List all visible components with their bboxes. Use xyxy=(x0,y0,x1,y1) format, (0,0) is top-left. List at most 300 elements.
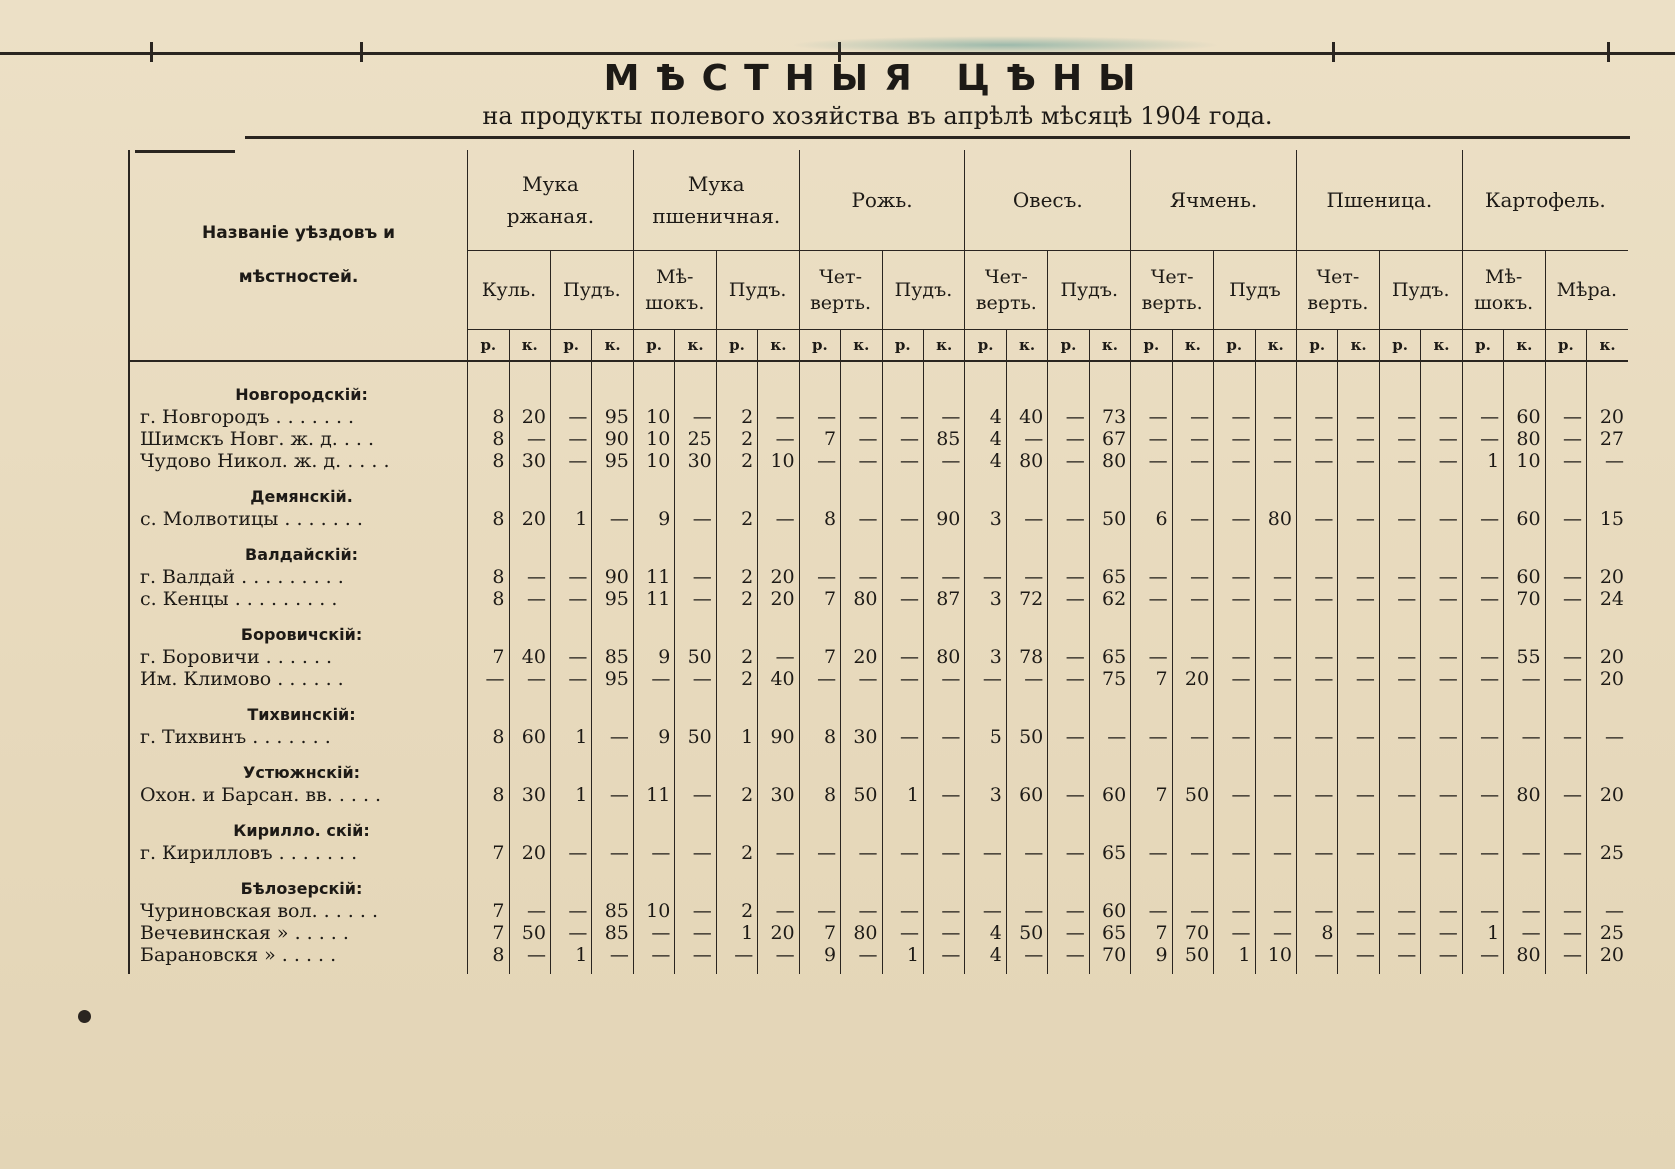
price-cell: — xyxy=(1296,566,1337,588)
empty-cell xyxy=(758,610,799,646)
price-cell: 2 xyxy=(716,842,757,864)
price-cell: 8 xyxy=(468,944,509,966)
empty-cell xyxy=(1296,748,1337,784)
table-row xyxy=(129,566,1628,588)
price-cell: — xyxy=(550,428,591,450)
empty-cell xyxy=(550,806,591,842)
empty-cell xyxy=(675,370,716,406)
empty-cell xyxy=(1214,690,1255,726)
empty-cell xyxy=(1131,530,1172,566)
price-cell: 60 xyxy=(1089,784,1130,806)
empty-cell xyxy=(1089,530,1130,566)
district-row xyxy=(129,864,1628,900)
price-cell: — xyxy=(923,842,964,864)
price-cell: — xyxy=(799,842,840,864)
price-cell: 60 xyxy=(1504,406,1545,428)
empty-cell xyxy=(1296,530,1337,566)
kopecks-header: к. xyxy=(923,330,964,362)
price-cell: — xyxy=(1379,450,1420,472)
price-cell: — xyxy=(1421,668,1462,690)
rubles-header: р. xyxy=(1131,330,1172,362)
price-cell: — xyxy=(1048,726,1089,748)
price-cell: 24 xyxy=(1587,588,1628,610)
empty-cell xyxy=(633,530,674,566)
price-cell: — xyxy=(675,508,716,530)
price-cell: 3 xyxy=(965,588,1006,610)
group-label-line: ржаная. xyxy=(506,204,595,228)
price-cell: 7 xyxy=(468,646,509,668)
empty-cell xyxy=(550,370,591,406)
empty-cell xyxy=(965,748,1006,784)
price-cell: — xyxy=(1421,428,1462,450)
price-cell: 7 xyxy=(1131,784,1172,806)
empty-cell xyxy=(1504,530,1545,566)
price-cell: — xyxy=(1214,842,1255,864)
empty-cell xyxy=(1462,370,1503,406)
price-cell: — xyxy=(758,842,799,864)
price-cell: — xyxy=(1421,566,1462,588)
price-cell: 90 xyxy=(592,428,633,450)
price-cell: — xyxy=(1089,726,1130,748)
empty-cell xyxy=(841,472,882,508)
price-cell: — xyxy=(841,566,882,588)
empty-cell xyxy=(592,472,633,508)
price-cell: 9 xyxy=(633,646,674,668)
empty-cell xyxy=(1462,690,1503,726)
empty-cell xyxy=(1545,690,1586,726)
price-cell: — xyxy=(1048,450,1089,472)
unit-header: Пудъ. xyxy=(716,251,799,330)
name-column-header xyxy=(129,150,468,361)
price-cell: — xyxy=(550,668,591,690)
empty-cell xyxy=(1006,370,1047,406)
price-cell: — xyxy=(1214,646,1255,668)
empty-cell xyxy=(509,690,550,726)
price-cell: — xyxy=(716,944,757,966)
price-cell: — xyxy=(1462,566,1503,588)
price-cell: — xyxy=(1006,566,1047,588)
price-cell: 85 xyxy=(592,922,633,944)
empty-cell xyxy=(716,472,757,508)
price-cell: — xyxy=(1379,508,1420,530)
price-cell: — xyxy=(1214,784,1255,806)
price-cell: — xyxy=(841,668,882,690)
price-cell: — xyxy=(841,406,882,428)
empty-cell xyxy=(1255,864,1296,900)
price-cell: — xyxy=(1379,944,1420,966)
price-cell: — xyxy=(1421,450,1462,472)
price-cell: — xyxy=(1545,922,1586,944)
price-cell: — xyxy=(1379,842,1420,864)
price-cell: — xyxy=(923,726,964,748)
price-cell: 10 xyxy=(758,450,799,472)
price-cell: — xyxy=(1379,406,1420,428)
rubles-header: р. xyxy=(1296,330,1337,362)
price-cell: — xyxy=(882,668,923,690)
empty-cell xyxy=(1462,610,1503,646)
price-cell: — xyxy=(1338,944,1379,966)
price-cell: — xyxy=(758,428,799,450)
price-cell: — xyxy=(882,428,923,450)
empty-cell xyxy=(1296,806,1337,842)
price-cell: 80 xyxy=(1504,428,1545,450)
price-cell: 7 xyxy=(468,842,509,864)
price-cell: — xyxy=(923,450,964,472)
price-cell: — xyxy=(1338,588,1379,610)
price-cell: — xyxy=(1296,508,1337,530)
empty-cell xyxy=(923,530,964,566)
price-cell: 25 xyxy=(1587,842,1628,864)
empty-cell xyxy=(1131,472,1172,508)
price-cell: 9 xyxy=(1131,944,1172,966)
empty-cell xyxy=(1214,864,1255,900)
price-cell: — xyxy=(1131,646,1172,668)
table-row xyxy=(129,646,1628,668)
empty-cell xyxy=(1255,472,1296,508)
price-cell: 20 xyxy=(758,588,799,610)
price-cell: — xyxy=(1338,922,1379,944)
district-name: Устюжнскій: xyxy=(129,748,468,784)
table-row xyxy=(129,944,1628,966)
price-cell: — xyxy=(1462,726,1503,748)
price-cell: — xyxy=(1172,646,1213,668)
group-header xyxy=(1131,150,1297,251)
price-cell: 85 xyxy=(592,646,633,668)
price-cell: — xyxy=(550,842,591,864)
empty-cell xyxy=(1338,472,1379,508)
price-cell: — xyxy=(1338,668,1379,690)
price-cell: — xyxy=(675,566,716,588)
price-cell: — xyxy=(1545,588,1586,610)
kopecks-header: к. xyxy=(1504,330,1545,362)
empty-cell xyxy=(841,610,882,646)
empty-cell xyxy=(1214,610,1255,646)
empty-cell xyxy=(1587,806,1628,842)
place-name: Вечевинская » . . . . . xyxy=(129,922,468,944)
unit-header: Пудъ. xyxy=(1379,251,1462,330)
empty-cell xyxy=(1048,610,1089,646)
price-cell: — xyxy=(1006,508,1047,530)
empty-cell xyxy=(1172,610,1213,646)
price-cell: 7 xyxy=(1131,668,1172,690)
price-cell: — xyxy=(1255,842,1296,864)
price-cell: 10 xyxy=(1255,944,1296,966)
price-cell: — xyxy=(592,842,633,864)
empty-cell xyxy=(1006,690,1047,726)
table-row xyxy=(129,922,1628,944)
price-cell: — xyxy=(882,922,923,944)
table-row xyxy=(129,900,1628,922)
price-cell: — xyxy=(1462,508,1503,530)
price-cell: — xyxy=(1296,842,1337,864)
price-cell: 20 xyxy=(1587,784,1628,806)
empty-cell xyxy=(965,370,1006,406)
price-cell: — xyxy=(1255,450,1296,472)
price-cell: — xyxy=(1214,588,1255,610)
price-cell: — xyxy=(1504,842,1545,864)
district-name: Тихвинскій: xyxy=(129,690,468,726)
price-cell: — xyxy=(1338,566,1379,588)
empty-cell xyxy=(1462,864,1503,900)
empty-cell xyxy=(758,748,799,784)
price-cell: 10 xyxy=(633,450,674,472)
price-cell: — xyxy=(1338,428,1379,450)
price-cell: — xyxy=(509,944,550,966)
price-cell: — xyxy=(468,668,509,690)
kopecks-header: к. xyxy=(509,330,550,362)
district-name: Валдайскій: xyxy=(129,530,468,566)
price-cell: — xyxy=(923,566,964,588)
price-cell: — xyxy=(1255,922,1296,944)
price-cell: — xyxy=(1421,588,1462,610)
price-cell: 11 xyxy=(633,566,674,588)
price-cell: 30 xyxy=(675,450,716,472)
price-cell: — xyxy=(965,900,1006,922)
empty-cell xyxy=(1462,748,1503,784)
price-cell: 40 xyxy=(1006,406,1047,428)
rubles-header: р. xyxy=(799,330,840,362)
table-row xyxy=(129,450,1628,472)
price-cell: — xyxy=(758,944,799,966)
price-cell: — xyxy=(1296,450,1337,472)
empty-cell xyxy=(799,864,840,900)
price-cell: — xyxy=(1214,450,1255,472)
empty-cell xyxy=(799,472,840,508)
empty-cell xyxy=(716,370,757,406)
price-cell: — xyxy=(1255,726,1296,748)
empty-cell xyxy=(550,610,591,646)
price-cell: 7 xyxy=(799,922,840,944)
price-cell: — xyxy=(1255,588,1296,610)
empty-cell xyxy=(1172,690,1213,726)
empty-cell xyxy=(675,806,716,842)
empty-cell xyxy=(592,530,633,566)
empty-cell xyxy=(1089,748,1130,784)
empty-cell xyxy=(675,748,716,784)
place-name: Барановскя » . . . . . xyxy=(129,944,468,966)
price-cell: — xyxy=(1379,566,1420,588)
kopecks-header: к. xyxy=(841,330,882,362)
price-cell: — xyxy=(675,922,716,944)
price-cell: — xyxy=(1504,922,1545,944)
price-cell: 8 xyxy=(468,428,509,450)
price-cell: — xyxy=(1296,784,1337,806)
price-cell: — xyxy=(1296,944,1337,966)
price-cell: — xyxy=(550,566,591,588)
price-cell: — xyxy=(1255,646,1296,668)
price-cell: — xyxy=(1462,784,1503,806)
price-cell: — xyxy=(1172,508,1213,530)
price-cell: — xyxy=(923,944,964,966)
district-name: Демянскій. xyxy=(129,472,468,508)
district-row xyxy=(129,610,1628,646)
price-cell: 8 xyxy=(799,726,840,748)
empty-cell xyxy=(1006,610,1047,646)
price-cell: 90 xyxy=(923,508,964,530)
empty-cell xyxy=(509,864,550,900)
price-cell: 7 xyxy=(1131,922,1172,944)
empty-cell xyxy=(509,806,550,842)
price-cell: — xyxy=(592,726,633,748)
price-cell: — xyxy=(1379,428,1420,450)
price-cell: — xyxy=(923,784,964,806)
price-cell: 80 xyxy=(1089,450,1130,472)
price-cell: 60 xyxy=(1089,900,1130,922)
district-row xyxy=(129,370,1628,406)
empty-cell xyxy=(1172,530,1213,566)
empty-cell xyxy=(1421,748,1462,784)
kopecks-header: к. xyxy=(1338,330,1379,362)
empty-cell xyxy=(1545,472,1586,508)
price-cell: — xyxy=(1172,450,1213,472)
price-cell: 2 xyxy=(716,784,757,806)
empty-cell xyxy=(716,748,757,784)
empty-cell xyxy=(509,748,550,784)
price-cell: 4 xyxy=(965,406,1006,428)
price-cell: 2 xyxy=(716,900,757,922)
empty-cell xyxy=(1214,472,1255,508)
price-cell: — xyxy=(1255,784,1296,806)
empty-cell xyxy=(1048,690,1089,726)
price-cell: 7 xyxy=(468,922,509,944)
price-cell: 65 xyxy=(1089,646,1130,668)
unit-header: Чет- верть. xyxy=(1131,251,1214,330)
price-cell: — xyxy=(675,900,716,922)
empty-cell xyxy=(841,806,882,842)
price-cell: 8 xyxy=(468,588,509,610)
price-cell: — xyxy=(1214,922,1255,944)
price-cell: — xyxy=(1545,646,1586,668)
price-cell: — xyxy=(1131,842,1172,864)
price-cell: 3 xyxy=(965,784,1006,806)
empty-cell xyxy=(509,370,550,406)
empty-cell xyxy=(1421,530,1462,566)
price-cell: — xyxy=(1587,900,1628,922)
district-name: Бѣлозерскій: xyxy=(129,864,468,900)
price-cell: 5 xyxy=(965,726,1006,748)
price-cell: 50 xyxy=(675,726,716,748)
price-cell: 20 xyxy=(509,406,550,428)
empty-cell xyxy=(1006,472,1047,508)
place-name: Чуриновская вол. . . . . . xyxy=(129,900,468,922)
empty-cell xyxy=(468,806,509,842)
price-cell: 65 xyxy=(1089,922,1130,944)
empty-cell xyxy=(550,472,591,508)
ink-dot xyxy=(78,1010,91,1023)
price-cell: 2 xyxy=(716,668,757,690)
price-cell: 8 xyxy=(468,566,509,588)
price-cell: — xyxy=(1421,900,1462,922)
price-cell: — xyxy=(1379,900,1420,922)
empty-cell xyxy=(1296,690,1337,726)
price-cell: 1 xyxy=(1462,450,1503,472)
empty-cell xyxy=(468,370,509,406)
group-label-line: Мука xyxy=(522,172,579,196)
empty-cell xyxy=(633,610,674,646)
price-cell: 60 xyxy=(1006,784,1047,806)
price-cell: 80 xyxy=(923,646,964,668)
price-cell: 20 xyxy=(1587,668,1628,690)
empty-cell xyxy=(923,610,964,646)
price-cell: 60 xyxy=(1504,508,1545,530)
price-cell: — xyxy=(1545,428,1586,450)
empty-cell xyxy=(1379,690,1420,726)
empty-cell xyxy=(965,472,1006,508)
empty-cell xyxy=(1379,472,1420,508)
place-name: с. Кенцы . . . . . . . . . xyxy=(129,588,468,610)
price-cell: — xyxy=(1048,566,1089,588)
empty-cell xyxy=(799,370,840,406)
group-header xyxy=(1296,150,1462,251)
price-cell: 20 xyxy=(1587,566,1628,588)
price-cell: 4 xyxy=(965,450,1006,472)
price-cell: — xyxy=(1131,406,1172,428)
price-cell: 20 xyxy=(758,922,799,944)
price-cell: — xyxy=(965,566,1006,588)
empty-cell xyxy=(1504,370,1545,406)
empty-cell xyxy=(965,530,1006,566)
empty-cell xyxy=(1214,530,1255,566)
empty-cell xyxy=(468,530,509,566)
empty-cell xyxy=(633,806,674,842)
empty-cell xyxy=(1089,370,1130,406)
empty-cell xyxy=(1504,748,1545,784)
price-cell: 2 xyxy=(716,406,757,428)
price-cell: — xyxy=(1587,726,1628,748)
empty-cell xyxy=(1255,690,1296,726)
price-cell: 95 xyxy=(592,668,633,690)
price-cell: — xyxy=(1172,406,1213,428)
empty-cell xyxy=(841,690,882,726)
price-cell: 73 xyxy=(1089,406,1130,428)
price-cell: — xyxy=(1338,842,1379,864)
empty-cell xyxy=(882,530,923,566)
empty-cell xyxy=(592,370,633,406)
price-cell: 1 xyxy=(1462,922,1503,944)
price-cell: 75 xyxy=(1089,668,1130,690)
rubles-header: р. xyxy=(633,330,674,362)
price-cell: — xyxy=(1006,842,1047,864)
price-cell: — xyxy=(1338,646,1379,668)
empty-cell xyxy=(1587,864,1628,900)
table-row xyxy=(129,784,1628,806)
empty-cell xyxy=(1296,864,1337,900)
price-cell: — xyxy=(882,646,923,668)
price-cell: — xyxy=(1172,726,1213,748)
price-cell: 50 xyxy=(1172,784,1213,806)
unit-header: Пудъ. xyxy=(882,251,965,330)
empty-cell xyxy=(1462,530,1503,566)
rubles-header: р. xyxy=(716,330,757,362)
price-cell: — xyxy=(965,668,1006,690)
price-cell: 15 xyxy=(1587,508,1628,530)
price-cell: — xyxy=(1048,428,1089,450)
empty-cell xyxy=(1587,370,1628,406)
price-cell: — xyxy=(1545,784,1586,806)
price-cell: — xyxy=(592,944,633,966)
price-cell: 2 xyxy=(716,450,757,472)
empty-cell xyxy=(882,472,923,508)
empty-cell xyxy=(1545,806,1586,842)
empty-cell xyxy=(882,864,923,900)
price-cell: 50 xyxy=(1089,508,1130,530)
price-cell: — xyxy=(675,588,716,610)
empty-cell xyxy=(1421,472,1462,508)
price-cell: — xyxy=(1255,406,1296,428)
empty-cell xyxy=(1545,748,1586,784)
price-cell: — xyxy=(1255,668,1296,690)
price-cell: — xyxy=(1504,668,1545,690)
